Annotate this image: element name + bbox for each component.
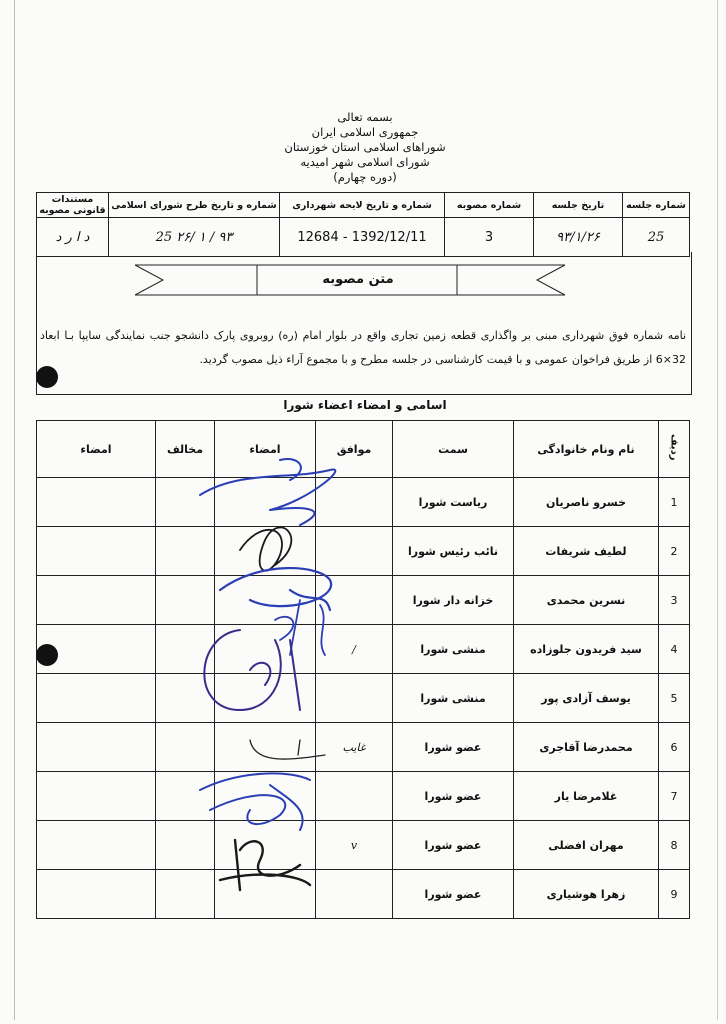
meta-council-plan: ۹۳ / ۱ /۲۶ 25	[109, 218, 280, 257]
member-sign	[215, 576, 316, 625]
member-role: عضو شورا	[393, 772, 514, 821]
member-sign	[215, 674, 316, 723]
header-city-council: شورای اسلامی شهر امیدیه	[300, 155, 430, 169]
meta-value-row	[37, 218, 690, 257]
member-oppose	[156, 723, 215, 772]
member-role: منشی شورا	[393, 625, 514, 674]
member-agree	[316, 674, 393, 723]
member-agree	[316, 576, 393, 625]
meta-header-row	[37, 193, 690, 218]
member-role: عضو شورا	[393, 821, 514, 870]
member-role: ریاست شورا	[393, 478, 514, 527]
member-name: یوسف آزادی پور	[514, 674, 659, 723]
member-role: عضو شورا	[393, 723, 514, 772]
member-row	[37, 870, 690, 919]
meta-session-no: 25	[623, 218, 690, 257]
member-agree: غایب	[316, 723, 393, 772]
header-agree: موافق	[316, 421, 393, 478]
member-no: 4	[659, 625, 690, 674]
member-oppose	[156, 478, 215, 527]
member-sign-2	[37, 674, 156, 723]
member-name: زهرا هوشیاری	[514, 870, 659, 919]
member-oppose	[156, 674, 215, 723]
header-sign-2: امضاء	[37, 421, 156, 478]
member-row	[37, 625, 690, 674]
member-row	[37, 772, 690, 821]
member-row	[37, 723, 690, 772]
member-role: عضو شورا	[393, 870, 514, 919]
member-row	[37, 527, 690, 576]
member-no: 6	[659, 723, 690, 772]
member-agree: v	[316, 821, 393, 870]
member-sign-2	[37, 576, 156, 625]
header-row-no: ردیف	[659, 421, 690, 478]
meta-header-legal-docs: مستندات قانونی مصوبه	[37, 193, 109, 218]
member-sign-2	[37, 527, 156, 576]
header-term: (دوره چهارم)	[333, 170, 397, 184]
header-province-councils: شوراهای اسلامی استان خوزستان	[284, 140, 446, 154]
member-name: لطیف شریفات	[514, 527, 659, 576]
member-no: 2	[659, 527, 690, 576]
member-oppose	[156, 821, 215, 870]
member-no: 1	[659, 478, 690, 527]
meta-header-session-date: تاریخ جلسه	[534, 193, 623, 218]
meta-header-resolution-no: شماره مصوبه	[445, 193, 534, 218]
member-role: منشی شورا	[393, 674, 514, 723]
header-oppose: مخالف	[156, 421, 215, 478]
member-sign-2	[37, 821, 156, 870]
member-oppose	[156, 576, 215, 625]
meta-header-bill: شماره و تاریخ لایحه شهرداری	[280, 193, 445, 218]
member-sign	[215, 527, 316, 576]
header-country: جمهوری اسلامی ایران	[311, 125, 419, 139]
punch-hole-top	[36, 366, 58, 388]
member-sign	[215, 772, 316, 821]
member-oppose	[156, 772, 215, 821]
header-role: سمت	[393, 421, 514, 478]
header-name: نام ونام خانوادگی	[514, 421, 659, 478]
member-sign	[215, 625, 316, 674]
member-no: 3	[659, 576, 690, 625]
member-sign	[215, 870, 316, 919]
member-sign-2	[37, 870, 156, 919]
member-oppose	[156, 527, 215, 576]
member-no: 7	[659, 772, 690, 821]
meta-legal-docs: د ا ر د	[37, 218, 109, 257]
member-name: نسرین محمدی	[514, 576, 659, 625]
resolution-title: متن مصوبه	[322, 272, 394, 287]
member-name: محمدرضا آقاجری	[514, 723, 659, 772]
member-sign	[215, 478, 316, 527]
member-role: نائب رئیس شورا	[393, 527, 514, 576]
member-oppose	[156, 870, 215, 919]
member-row	[37, 821, 690, 870]
member-agree: /	[316, 625, 393, 674]
header-sign: امضاء	[215, 421, 316, 478]
punch-hole-bottom	[36, 644, 58, 666]
member-name: غلامرضا یار	[514, 772, 659, 821]
member-row	[37, 674, 690, 723]
member-no: 9	[659, 870, 690, 919]
meta-header-session-no: شماره جلسه	[623, 193, 690, 218]
resolution-text: نامه شماره فوق شهرداری مبنی بر واگذاری قطعه زمین تجاری واقع در بلوار امام (ره) روبروی پارک دانشجو جنب نمایندگی سایپا بـا ابعاد 32×6 از طریق فراخوان عمومی و با قیمت کارشناسی در جلسه مطرح و با مجموع آراء ذیل مصوب گردید.	[40, 329, 686, 366]
meta-bill-no-date: 1392/12/11 - 12684	[280, 218, 445, 257]
member-name: مهران افضلی	[514, 821, 659, 870]
members-header-row	[37, 421, 690, 478]
member-agree	[316, 527, 393, 576]
members-table	[36, 420, 690, 919]
member-sign-2	[37, 772, 156, 821]
member-sign-2	[37, 478, 156, 527]
letterhead	[200, 110, 530, 185]
meta-header-council-plan: شماره و تاریخ طرح شورای اسلامی	[109, 193, 280, 218]
member-name: خسرو ناصریان	[514, 478, 659, 527]
meta-session-date: ۹۳/۱/۲۶	[534, 218, 623, 257]
member-agree	[316, 870, 393, 919]
member-sign	[215, 723, 316, 772]
member-sign-2	[37, 723, 156, 772]
member-row	[37, 576, 690, 625]
member-name: سید فریدون جلوزاده	[514, 625, 659, 674]
member-agree	[316, 478, 393, 527]
members-title: اسامی و امضاء اعضاء شورا	[283, 398, 447, 412]
meta-table	[36, 192, 690, 257]
member-role: خزانه دار شورا	[393, 576, 514, 625]
member-no: 8	[659, 821, 690, 870]
meta-resolution-no: 3	[445, 218, 534, 257]
member-no: 5	[659, 674, 690, 723]
member-agree	[316, 772, 393, 821]
member-row	[37, 478, 690, 527]
member-oppose	[156, 625, 215, 674]
header-bismillah: بسمه تعالی	[337, 110, 393, 124]
member-sign	[215, 821, 316, 870]
